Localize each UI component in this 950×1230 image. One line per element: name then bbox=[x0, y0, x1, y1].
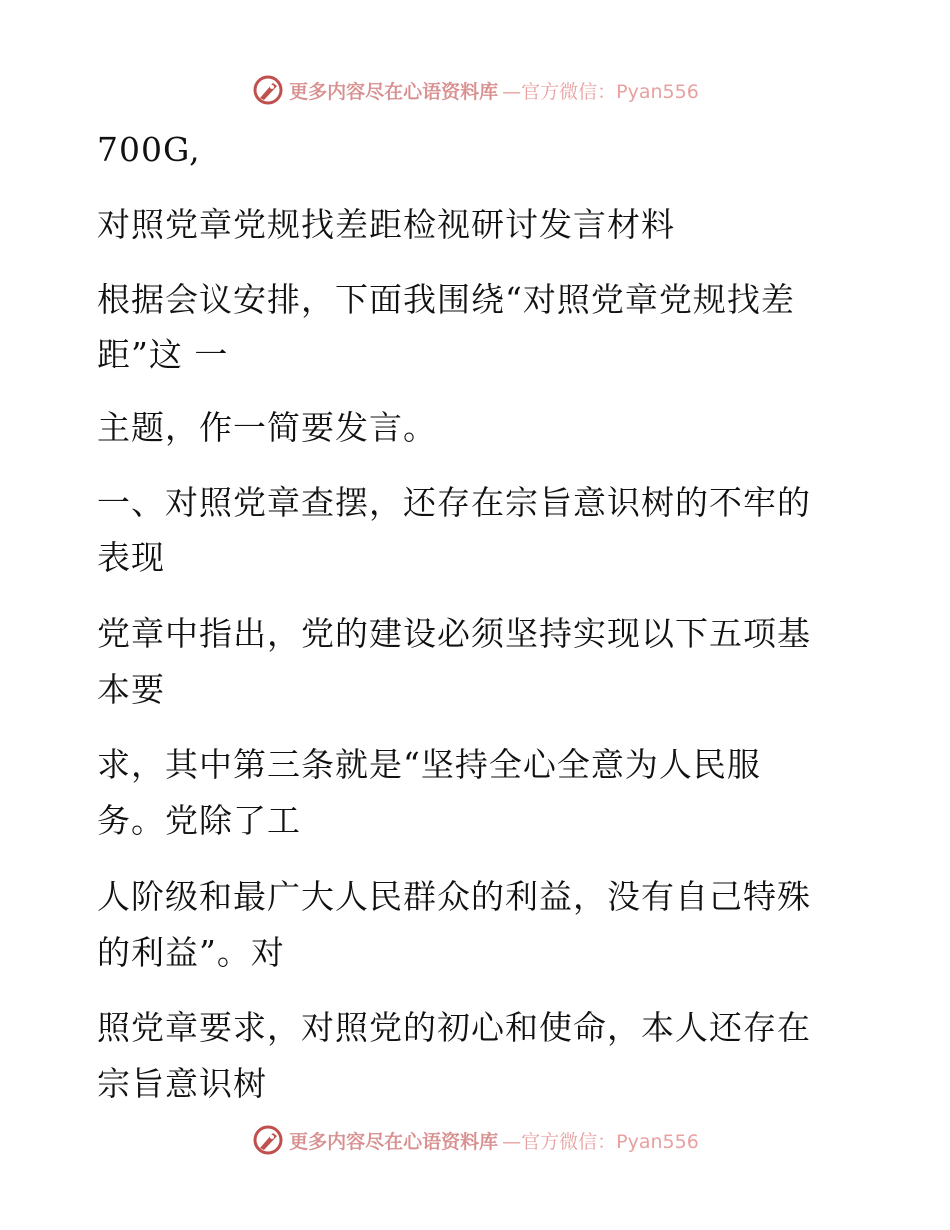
section-heading: 一、对照党章查摆，还存在宗旨意识树的不牢的 bbox=[97, 483, 811, 522]
text-line: 宗旨意识树 bbox=[97, 1064, 267, 1103]
watermark-sub-text: —官方微信：Pyan556 bbox=[502, 1130, 699, 1153]
text-line: 务。党除了工 bbox=[97, 801, 301, 840]
text-line: 的利益”。对 bbox=[97, 933, 285, 972]
text-line: 求，其中第三条就是“坚持全心全意为人民服 bbox=[97, 745, 761, 784]
text-line: 照党章要求，对照党的初心和使命，本人还存在 bbox=[97, 1008, 811, 1047]
document-title: 对照党章党规找差距检视研讨发言材料 bbox=[97, 205, 675, 244]
text-line: 主题，作一简要发言。 bbox=[97, 408, 437, 447]
footer-watermark bbox=[0, 1120, 950, 1160]
watermark-main-text: 更多内容尽在心语资料库 bbox=[289, 1130, 499, 1153]
text-line: 党章中指出，党的建设必须坚持实现以下五项基 bbox=[97, 614, 811, 653]
pen-nib-icon bbox=[251, 1123, 285, 1157]
text-line: 距”这 一 bbox=[97, 335, 229, 374]
watermark-main-text: 更多内容尽在心语资料库 bbox=[289, 80, 499, 103]
section-heading-cont: 表现 bbox=[97, 538, 165, 577]
text-line: 人阶级和最广大人民群众的利益，没有自己特殊 bbox=[97, 877, 811, 916]
watermark-sub-text: —官方微信：Pyan556 bbox=[502, 80, 699, 103]
text-line: 本要 bbox=[97, 670, 165, 709]
pen-nib-icon bbox=[251, 73, 285, 107]
text-line: 根据会议安排，下面我围绕“对照党章党规找差 bbox=[97, 280, 795, 319]
header-watermark bbox=[0, 70, 950, 110]
text-line: 700G, bbox=[97, 130, 201, 169]
